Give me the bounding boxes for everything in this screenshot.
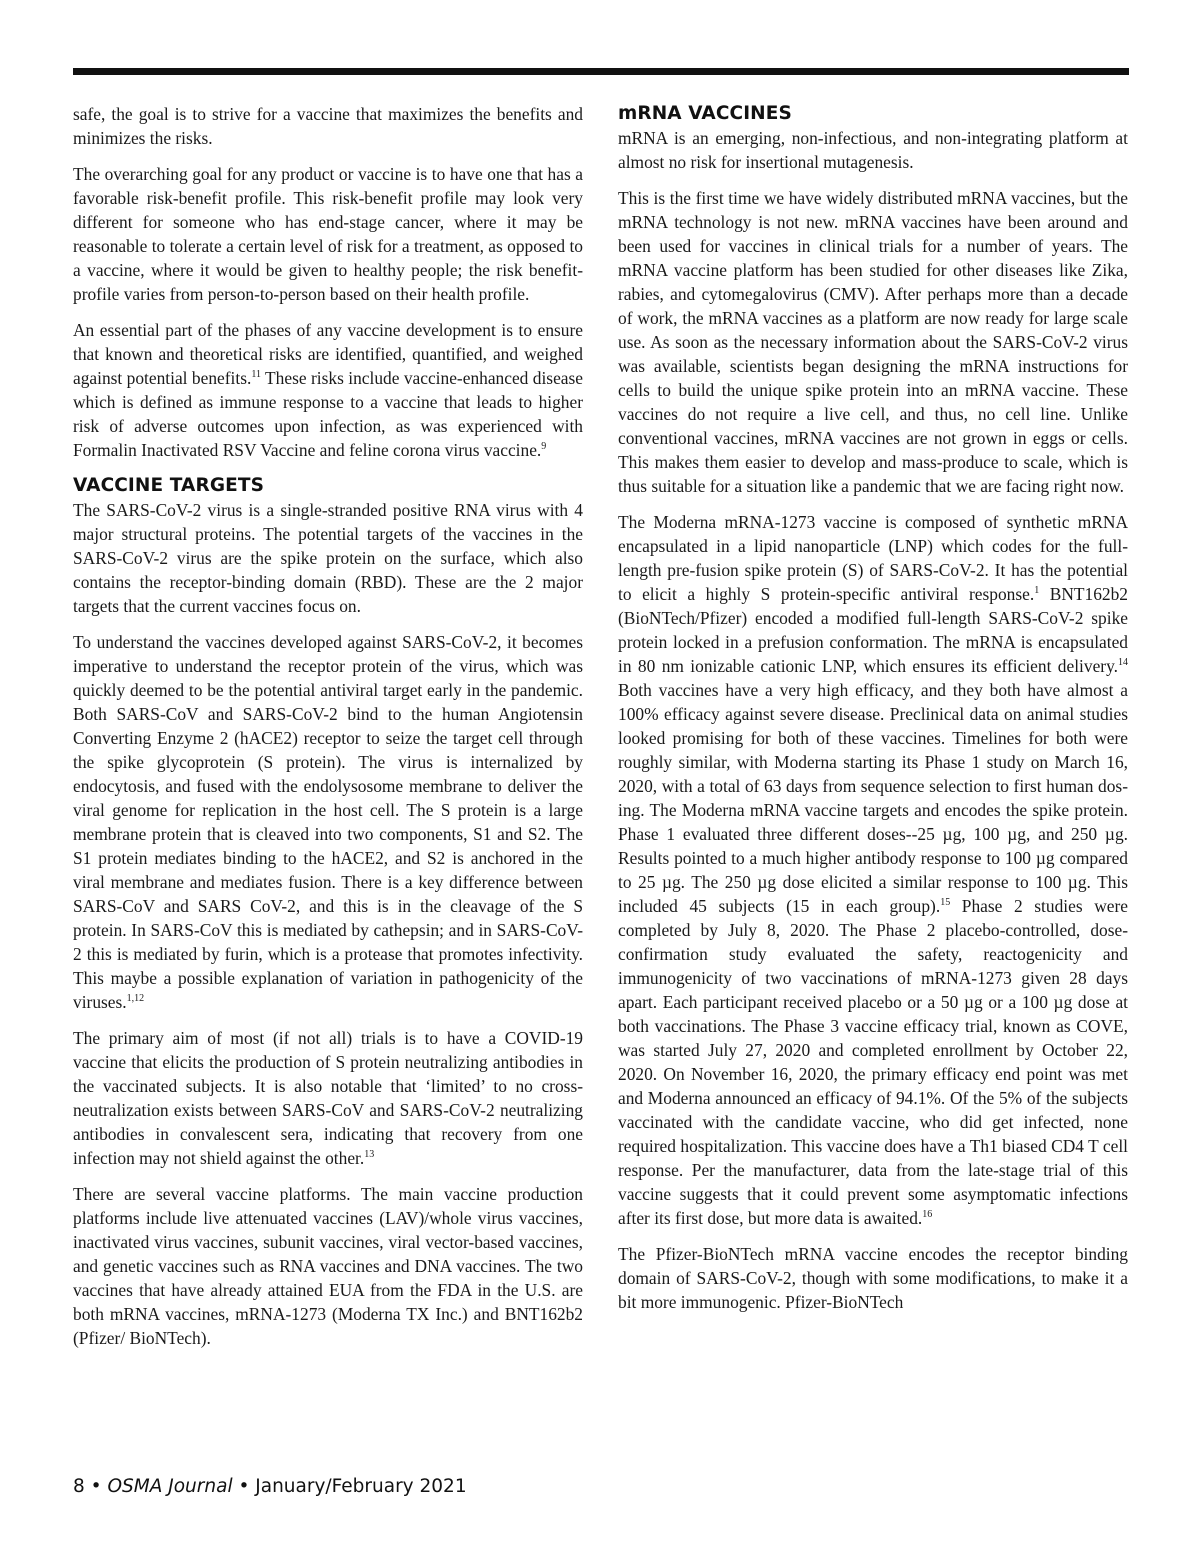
paragraph: The SARS-CoV-2 virus is a single-stranded positive RNA virus with 4 major structural proteins. The potential targets of the vaccines in the SARS-CoV-2 virus are the spike protein on the surface, which also contains the receptor-binding domain (RBD). These are the 2 major targets that the current vaccines focus on. (73, 500, 583, 616)
paragraph (73, 1026, 583, 1170)
paragraph: The Pfizer-BioNTech mRNA vaccine encodes the receptor binding domain of SARS-CoV-2, though with some modifications, to make it a bit more immunogenic. Pfizer-BioNTech (618, 1244, 1128, 1312)
citation: 9 (541, 441, 547, 453)
paragraph-text: These risks include vaccine-enhanced disease which is defined as immune response to a vaccine that leads to higher risk of adverse outcomes upon infection, as was experienced with Formalin Inactivated RSV Vaccine and feline corona virus vaccine. (73, 368, 583, 460)
citation: 16 (922, 1209, 933, 1221)
paragraph-text: An essential part of the phases of any vaccine development is to ensure that known and theoretical risks are identified, quantified, and weighed against potential benefits. (73, 320, 583, 388)
paragraph: There are several vaccine platforms. The main vaccine production platforms include live attenuated vaccines (LAV)/whole virus vaccines, inactivated virus vaccines, subunit vaccines, viral vector-based vaccines, and genetic vaccines such as RNA vaccines and DNA vaccines. The two vaccines that have already attained EUA from the FDA in the U.S. are both mRNA vaccines, mRNA-1273 (Moderna TX Inc.) and BNT162b2 (Pfizer/ BioNTech). (73, 1184, 583, 1348)
citation: 1,12 (126, 993, 145, 1005)
paragraph (73, 318, 583, 462)
citation: 11 (251, 369, 261, 381)
footer-separator: • (232, 1476, 256, 1497)
top-rule (73, 68, 1129, 75)
paragraph (618, 510, 1128, 1230)
paragraph-text: BNT162b2 (BioNTech/Pfizer) encoded a modified full-length SARS-CoV-2 spike protein locked in a prefusion conformation. The mRNA is encapsulated in 80 nm ionizable cationic LNP, which ensures its efficient delivery. (618, 584, 1128, 676)
journal-name: OSMA Journal (107, 1476, 233, 1497)
right-column (618, 102, 1128, 1326)
left-column (73, 102, 583, 1362)
citation: 14 (1118, 657, 1128, 669)
paragraph-text: Phase 2 studies were completed by July 8, 2020. The Phase 2 placebo-controlled, dose-confirmation study evaluated the safety, reactogenicity and immunogenicity of two vaccinations of mRNA-1273 given 28 days apart. Each participant received placebo or a 50 µg or a 100 µg dose at both vaccinations. The Phase 3 vaccine efficacy trial, known as COVE, was started July 27, 2020 and completed enrollment by October 22, 2020. On November 16, 2020, the primary efficacy end point was met and Moderna announced an efficacy of 94.1%. Of the 5% of the subjects vaccinated with the candidate vaccine, who did get infected, none required hospitalization. This vaccine does have a Th1 biased CD4 T cell response. Per the manufacturer, data from the late-stage trial of this vaccine suggests that it could prevent some asymptomatic infections after its first dose, but more data is awaited. (618, 896, 1128, 1228)
paragraph-text: Both vaccines have a very high efficacy, and they both have almost a 100% efficacy against severe disease. Preclinical data on animal studies looked promising for both of these vaccines. Timelines for both were roughly similar, with Moderna starting its Phase 1 study on March 16, 2020, with a total of 63 days from sequence selection to first human dosing. The Moderna mRNA vaccine targets and encodes the spike protein. Phase 1 evaluated three different doses--25 µg, 100 µg, and 250 µg. Results pointed to a much higher antibody response to 100 µg compared to 25 µg. The 250 µg dose elicited a similar response to 100 µg. This included 45 subjects (15 in each group). (618, 680, 1128, 916)
footer-separator: • (84, 1476, 108, 1497)
paragraph (73, 630, 583, 1014)
paragraph-text: To understand the vaccines developed against SARS-CoV-2, it becomes imperative to understand the receptor protein of the virus, which was quickly deemed to be the potential antiviral target early in the pandemic. Both SARS-CoV and SARS-CoV-2 bind to the human Angiotensin Converting Enzyme 2 (hACE2) receptor to seize the target cell through the spike glycoprotein (S protein). The virus is internalized by endocytosis, and fused with the endolysosome membrane to deliver the viral genome for replication in the host cell. The S protein is a large membrane protein that is cleaved into two components, S1 and S2. The S1 protein mediates binding to the hACE2, and S2 is anchored in the viral membrane and mediates fusion. There is a key difference between SARS-CoV and SARS CoV-2, and this is in the cleavage of the S protein. In SARS-CoV this is mediated by cathepsin; and in SARS-CoV-2 this is mediated by furin, which is a protease that promotes infectivity. This maybe a possible explanation of variation in pathogenicity of the viruses. (73, 632, 583, 1012)
citation: 15 (940, 897, 951, 909)
section-heading: VACCINE TARGETS (73, 475, 264, 496)
citation: 13 (364, 1149, 375, 1161)
paragraph: The overarching goal for any product or vaccine is to have one that has a favorable risk-benefit profile. This risk-benefit profile may look very different for someone who has end-stage cancer, where it may be reasonable to tolerate a certain level of risk for a treatment, as opposed to a vaccine, where it would be given to healthy people; the risk benefit-profile varies from person-to-person based on their health profile. (73, 164, 583, 304)
issue-date: January/February 2021 (255, 1476, 467, 1497)
paragraph: safe, the goal is to strive for a vaccine that maximizes the benefits and minimizes the risks. (73, 104, 583, 148)
paragraph: mRNA is an emerging, non-infectious, and non-integrating platform at almost no risk for insertional mutagenesis. (618, 128, 1128, 172)
citation: 1 (1034, 585, 1040, 597)
page-footer (73, 1476, 467, 1497)
paragraph-text: The primary aim of most (if not all) trials is to have a COVID-19 vaccine that elicits the production of S protein neutralizing antibodies in the vaccinated subjects. It is also notable that ‘limited’ to no cross-neutralization exists between SARS-CoV and SARS-CoV-2 neutralizing antibodies in convalescent sera, indicating that recovery from one infection may not shield against the other. (73, 1028, 583, 1168)
paragraph: This is the first time we have widely distributed mRNA vaccines, but the mRNA technology is not new. mRNA vaccines have been around and been used for vaccines in clinical trials for a number of years. The mRNA vaccine platform has been studied for other diseases like Zika, rabies, and cytomegalovirus (CMV). After perhaps more than a decade of work, the mRNA vaccines as a platform are now ready for large scale use. As soon as the necessary information about the SARS-CoV-2 virus was available, scientists began designing the mRNA instructions for cells to build the unique spike protein into an mRNA vaccine. These vaccines do not require a live cell, and thus, no cell line. Unlike conventional vaccines, mRNA vaccines are not grown in eggs or cells. This makes them easier to develop and mass-produce to scale, which is thus suitable for a situation like a pandemic that we are facing right now. (618, 188, 1128, 496)
paragraph-text: The Moderna mRNA-1273 vaccine is composed of synthetic mRNA encapsulated in a lipid nanoparticle (LNP) which codes for the full-length pre-fusion spike protein (S) of SARS-CoV-2. It has the potential to elicit a highly S protein-specific antiviral response. (618, 512, 1128, 604)
section-heading: mRNA VACCINES (618, 103, 792, 124)
page-number: 8 (73, 1476, 85, 1497)
